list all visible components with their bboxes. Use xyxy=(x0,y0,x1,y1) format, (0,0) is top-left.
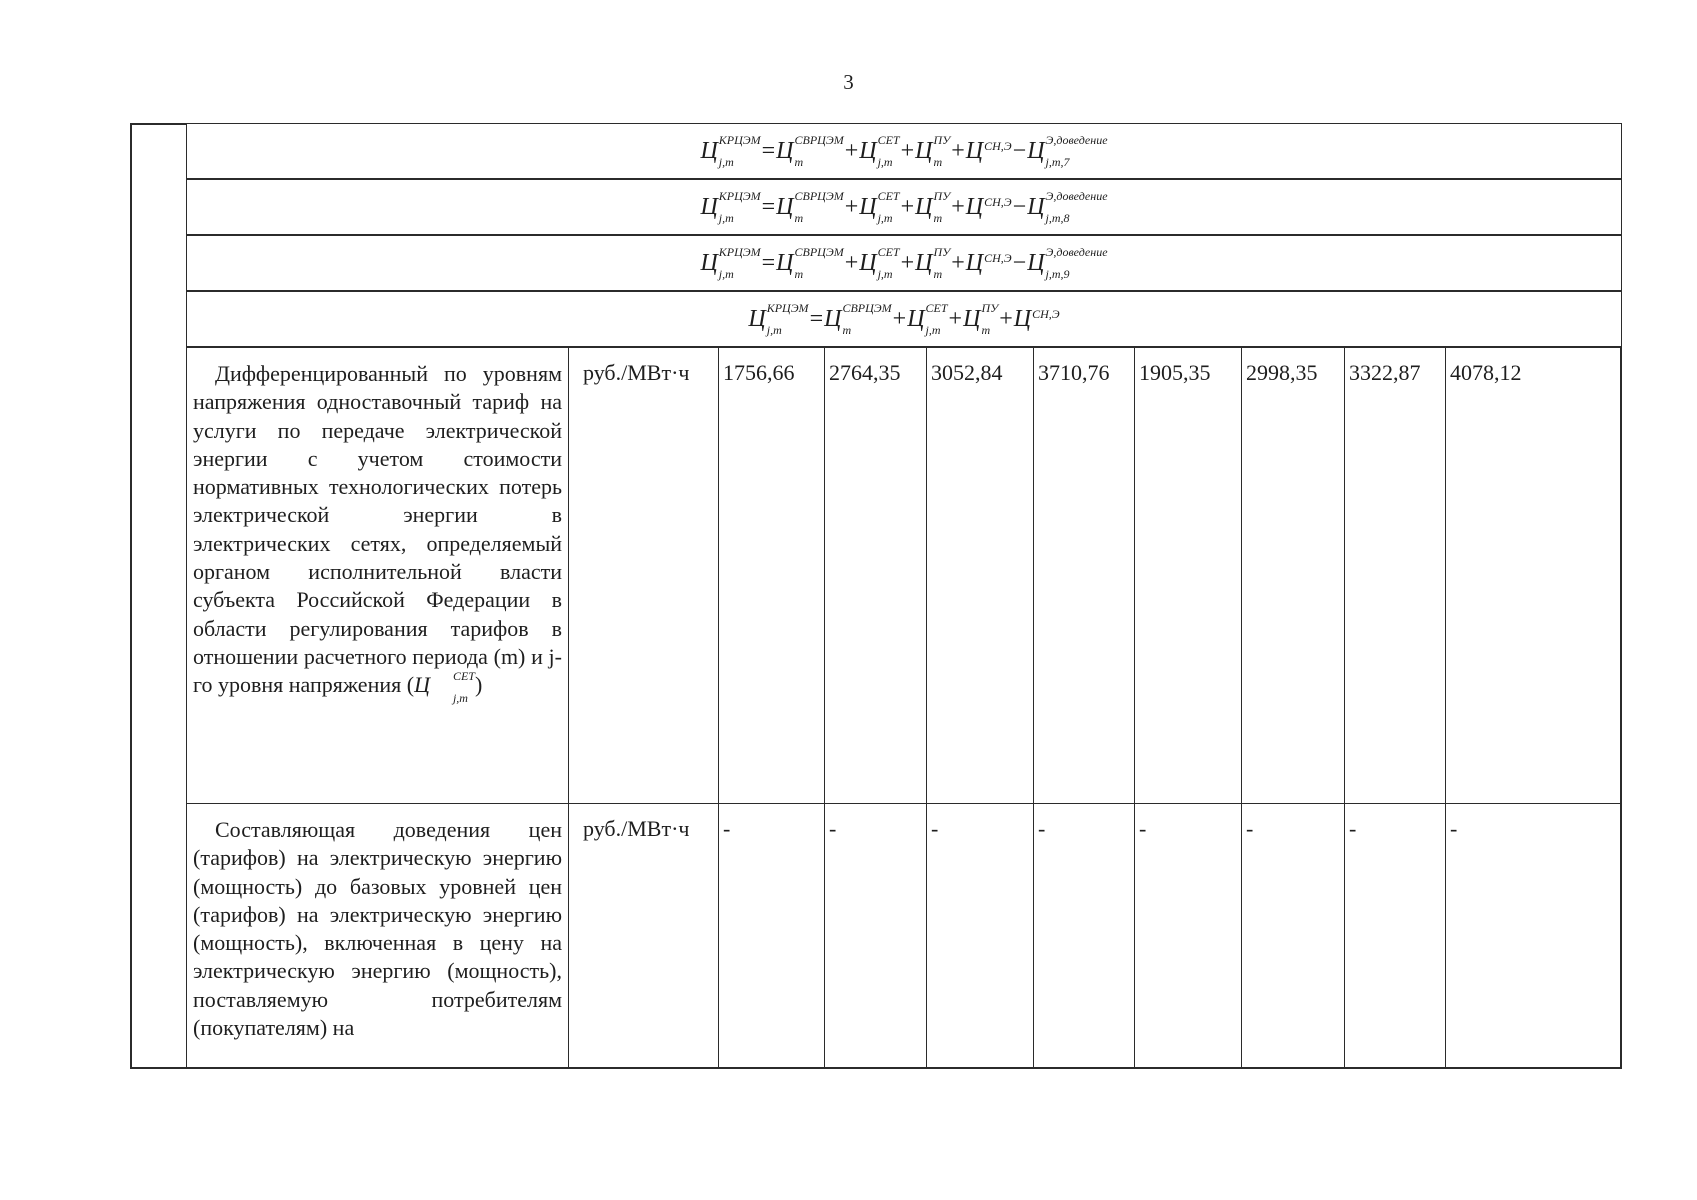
row1-value-3: 3052,84 xyxy=(926,347,1033,803)
row2-description-cell xyxy=(186,803,568,1069)
row1-value-1: 1756,66 xyxy=(718,347,824,803)
row1-value-4: 3710,76 xyxy=(1033,347,1134,803)
row2-value-4: - xyxy=(1033,803,1134,1069)
tariff-table xyxy=(130,123,1622,1069)
formula: Ц КРЦЭМ j,m = Ц СВРЦЭМ m + Ц СЕТ j,m + Ц ПУ m + Ц СН,Э xyxy=(748,301,1060,337)
row2-description: Составляющая доведения цен (тарифов) на электрическую энергию (мощность) до базовых уровней цен (тарифов) на электрическую энергию (мощность), включенная в цену на электрическую энергию (мощность), поставляемую потребителям (покупателям) на xyxy=(193,817,562,1041)
row1-description: Дифференцированный по уровням напряжения одноставочный тариф на услуги по передаче электрической энергии с учетом стоимости нормативных технологических потерь электрической энергии в электрических сетях, определяемый органом исполнительной власти субъекта Российской Федерации в области регулирования тарифов в отношении расчетного периода (m) и j-го уровня напряжения ( xyxy=(193,361,562,698)
row2-value-6: - xyxy=(1241,803,1344,1069)
row2-value-8: - xyxy=(1445,803,1620,1069)
row1-value-7: 3322,87 xyxy=(1344,347,1445,803)
row1-value-6: 2998,35 xyxy=(1241,347,1344,803)
row2-value-5: - xyxy=(1134,803,1241,1069)
row1-description-cell: Дифференцированный по уровням напряжения одноставочный тариф на услуги по передаче электрической энергии с учетом стоимости нормативных технологических потерь электрической энергии в электрических сетях, определяемый органом исполнительной власти субъекта Российской Федерации в области регулирования тарифов в отношении расчетного периода (m) и j-го уровня напряжения (Ц СЕТ j,m ) xyxy=(186,347,568,803)
row2-value-1: - xyxy=(718,803,824,1069)
formula-row-2 xyxy=(186,179,1622,235)
row1-inline-formula: Ц СЕТ j,m xyxy=(414,669,475,706)
formula: Ц КРЦЭМ j,m = Ц СВРЦЭМ m + Ц СЕТ j,m + Ц ПУ m + Ц СН,Э − Ц Э,доведение j,m,8 xyxy=(700,189,1108,225)
row2-value-3: - xyxy=(926,803,1033,1069)
data-grid xyxy=(186,347,1622,1069)
row2-value-7: - xyxy=(1344,803,1445,1069)
row1-value-2: 2764,35 xyxy=(824,347,926,803)
formula-row-4 xyxy=(186,291,1622,347)
page-number: 3 xyxy=(843,70,854,94)
row1-value-5: 1905,35 xyxy=(1134,347,1241,803)
row1-value-8: 4078,12 xyxy=(1445,347,1620,803)
row2-value-2: - xyxy=(824,803,926,1069)
row2-unit: руб./МВт·ч xyxy=(568,803,718,1069)
formula: Ц КРЦЭМ j,m = Ц СВРЦЭМ m + Ц СЕТ j,m + Ц ПУ m + Ц СН,Э − Ц Э,доведение j,m,7 xyxy=(700,133,1108,169)
formula-row-1 xyxy=(186,123,1622,179)
formula-row-3 xyxy=(186,235,1622,291)
left-margin-column xyxy=(130,123,186,1069)
row1-unit: руб./МВт·ч xyxy=(568,347,718,803)
formula: Ц КРЦЭМ j,m = Ц СВРЦЭМ m + Ц СЕТ j,m + Ц ПУ m + Ц СН,Э − Ц Э,доведение j,m,9 xyxy=(700,245,1108,281)
